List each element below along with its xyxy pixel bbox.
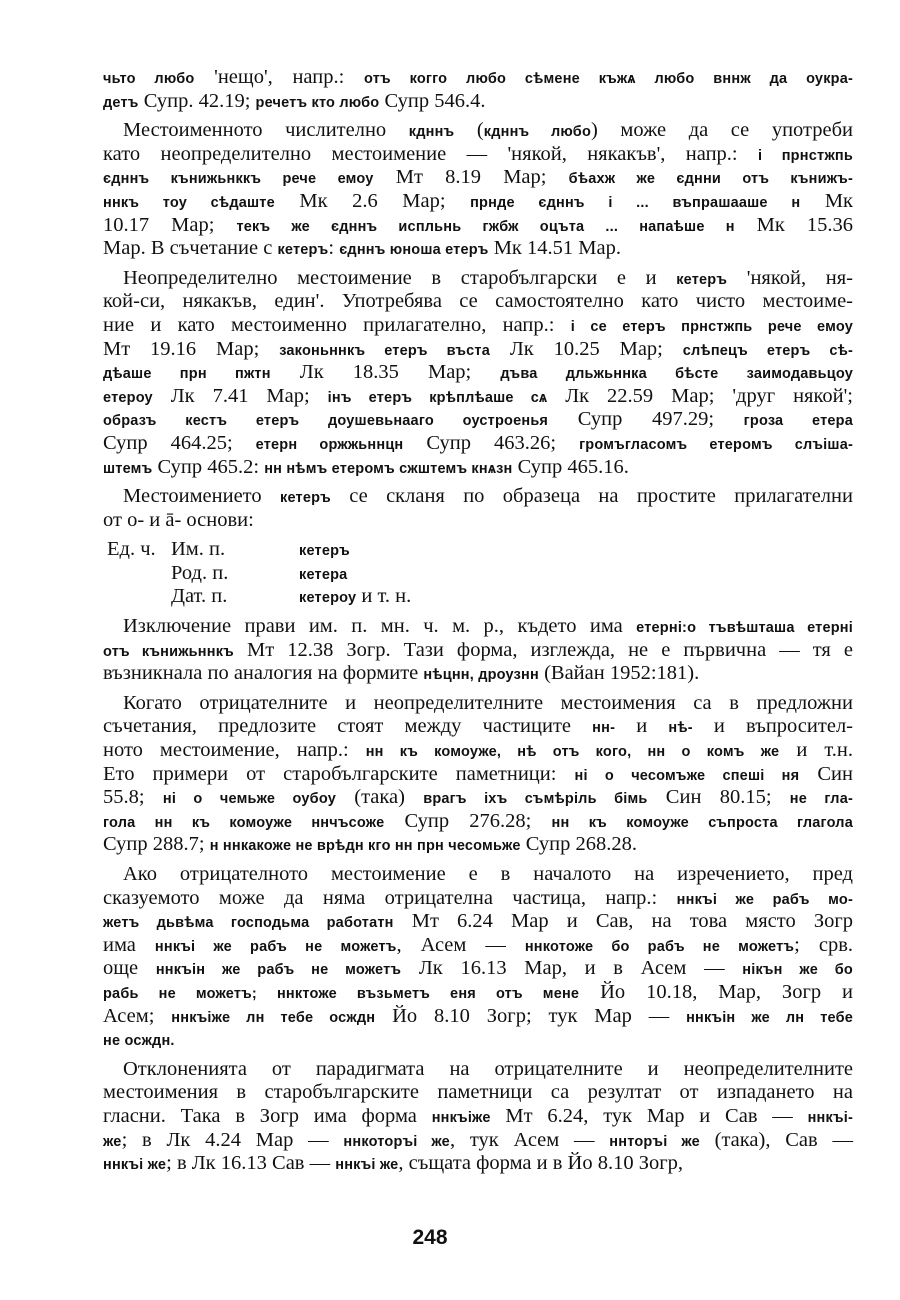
text-line: [103, 432, 853, 456]
old-bulgarian-quote: чьто любо: [103, 71, 195, 87]
text-line: [103, 314, 853, 338]
text-run: 'някой, ня-: [727, 266, 853, 289]
paragraph: [103, 66, 853, 113]
text-run: гласни. Така в Зогр има форма: [103, 1104, 432, 1127]
text-run: 'нещо', напр.:: [194, 66, 364, 88]
old-bulgarian-quote: ннкъіже: [431, 1109, 491, 1126]
text-line: [103, 119, 853, 143]
text-run: 55.8;: [103, 786, 163, 809]
text-run: Лк 18.35 Мар;: [270, 361, 501, 384]
note: и т. н.: [356, 585, 412, 608]
text-block-2: [103, 615, 853, 1176]
text-line: [103, 290, 853, 314]
case-label: Дат. п.: [171, 585, 228, 608]
text-run: Лк 7.41 Мар;: [152, 384, 328, 407]
text-line: [103, 1081, 853, 1105]
text-run: Супр 465.2:: [152, 455, 265, 478]
text-line: [103, 957, 853, 981]
text-run: Лк 10.25 Мар;: [490, 337, 683, 360]
case-label: Род. п.: [171, 561, 229, 584]
old-bulgarian-quote: нѣцнн, дроузнн: [423, 667, 539, 684]
text-run: 10.17 Мар;: [103, 213, 237, 236]
text-run: Мк 14.51 Мар.: [488, 237, 621, 260]
text-run: сказуемото може да няма отрицателна частица, напр.:: [103, 886, 677, 909]
old-bulgarian-quote: етероу: [103, 389, 153, 406]
old-bulgarian-quote: нн къ комоуже съпроста глагола: [551, 814, 853, 831]
text-line: [103, 810, 853, 834]
text-run: Супр 276.28;: [384, 809, 552, 832]
text-run: Мт 8.19 Мар;: [373, 166, 569, 189]
old-bulgarian-quote: ннкъіже лн тебе осждн: [171, 1009, 376, 1026]
text-run: ; срв.: [794, 933, 853, 956]
old-bulgarian-quote: і прнстжпь: [758, 147, 853, 164]
text-run: (така): [335, 786, 424, 809]
text-run: Отклоненията от парадигмата на отрицателните и неопределителните: [123, 1057, 853, 1080]
old-bulgarian-quote: гроза етера: [743, 413, 853, 430]
text-run: Неопределително местоимение в старобългарски е и: [123, 266, 677, 289]
page-body: [103, 60, 853, 1176]
old-bulgarian-quote: детъ: [103, 94, 139, 111]
text-run: Мт 6.24 Мар и Сав, на това място Зогр: [393, 910, 853, 933]
old-bulgarian-quote: ні о чемьже оубоу: [162, 791, 336, 808]
old-bulgarian-quote: кдннъ: [408, 124, 455, 141]
text-run: ; в Лк 4.24 Мар —: [121, 1128, 344, 1151]
old-bulgarian-quote: ннкъі же рабъ мо-: [676, 891, 854, 908]
text-line: [103, 662, 853, 686]
text-run: Супр 288.7;: [103, 833, 210, 856]
text-run: има: [103, 933, 155, 956]
old-bulgarian-quote: нн къ комоуже, нѣ отъ кого, нн о комъ же: [365, 744, 780, 761]
text-line: [103, 190, 853, 214]
text-line: [103, 739, 853, 763]
old-bulgarian-quote: текъ же єдннъ испльнь гжбж оцъта ... напаѣше н: [236, 218, 735, 235]
old-bulgarian-quote: нѣ-: [668, 720, 693, 737]
text-run: от о- и ā- основи:: [103, 508, 254, 531]
text-line: [103, 934, 853, 958]
text-line: [103, 385, 853, 409]
form: кетера: [299, 566, 348, 583]
number-label: Ед. ч.: [107, 538, 156, 561]
old-bulgarian-quote: бѣахж же єднни отъ кънижъ-: [568, 171, 853, 188]
case-label: Им. п.: [171, 538, 226, 561]
paragraph: [103, 119, 853, 261]
text-run: Супр 464.25;: [103, 431, 256, 454]
old-bulgarian-quote: ні о чесомъже спеші ня: [574, 767, 800, 784]
old-bulgarian-quote: гола нн къ комоуже ннчъсоже: [103, 814, 385, 831]
text-line: [103, 715, 853, 739]
text-line: [103, 1152, 853, 1176]
old-bulgarian-quote: отъ кънижьннкъ: [103, 643, 234, 660]
text-line: [103, 408, 853, 432]
old-bulgarian-quote: дъва дльжьннка бѣсте заимодавьцоу: [500, 366, 853, 383]
table-row: [103, 562, 853, 586]
text-run: Когато отрицателните и неопределителните местоимения са в предложни: [123, 691, 853, 714]
old-bulgarian-quote: образъ кестъ етеръ доушевьнааго оустроенья: [103, 413, 549, 430]
text-block-1: [103, 66, 853, 532]
text-line: [103, 485, 853, 509]
text-run: местоимения в старобългарските паметници са резултат от изпадането на: [103, 1081, 853, 1104]
text-run: Мт 19.16 Мар;: [103, 337, 280, 360]
old-bulgarian-quote: штемъ: [103, 460, 153, 477]
form: кетеръ: [299, 543, 350, 560]
page-number: 248: [412, 1226, 448, 1249]
text-run: (така), Сав —: [699, 1128, 853, 1151]
text-run: Супр 463.26;: [403, 431, 580, 454]
text-run: Мт 12.38 Зогр. Тази форма, изглежда, не е първична — тя е: [233, 638, 853, 661]
text-run: Мк 2.6 Мар;: [274, 189, 471, 212]
text-run: Син 80.15;: [647, 786, 790, 809]
text-run: Йо 8.10 Зогр; тук Мар —: [375, 1004, 687, 1027]
old-bulgarian-quote: ннкъ тоу сѣдаште: [103, 194, 275, 211]
text-run: ното местоимение, напр.:: [103, 739, 366, 762]
old-bulgarian-quote: рабь не можетъ; ннктоже възьметъ еня отъ мене: [103, 985, 580, 1002]
old-bulgarian-quote: же: [103, 1133, 122, 1150]
text-run: възникнала по аналогия на формите: [103, 662, 424, 685]
text-line: [103, 509, 853, 533]
old-bulgarian-quote: н ннкакоже не врѣдн кго нн прн чесомьже: [209, 838, 521, 855]
paragraph: [103, 485, 853, 532]
old-bulgarian-quote: ннкъі-: [807, 1109, 853, 1126]
text-run: Лк 22.59 Мар; 'друг някой';: [547, 384, 854, 407]
old-bulgarian-quote: нн-: [592, 720, 616, 737]
text-line: [103, 66, 853, 90]
old-bulgarian-quote: етерні:о тъвѣшташа етерні: [636, 620, 853, 637]
old-bulgarian-quote: ннкъін же лн тебе: [686, 1009, 854, 1026]
old-bulgarian-quote: і се етеръ прнстжпь рече емоу: [570, 318, 853, 335]
old-bulgarian-quote: кетеръ: [676, 271, 728, 288]
text-line: [103, 214, 853, 238]
text-run: Супр 546.4.: [379, 89, 486, 112]
paragraph: [103, 615, 853, 686]
old-bulgarian-quote: кдннъ любо: [483, 124, 591, 141]
text-line: [103, 267, 853, 291]
text-run: като неопределително местоимение — 'някой, някакъв', напр.:: [103, 142, 759, 165]
old-bulgarian-quote: дѣаше прн пжтн: [103, 366, 271, 383]
text-line: [103, 456, 853, 480]
text-run: Мк: [800, 189, 854, 212]
old-bulgarian-quote: єдннъ юноша етеръ: [339, 242, 489, 259]
old-bulgarian-quote: ннкъін же рабъ не можетъ: [155, 962, 402, 979]
old-bulgarian-quote: ннкъі же: [335, 1157, 399, 1174]
text-run: Мк 15.36: [734, 213, 854, 236]
old-bulgarian-quote: кетеръ: [277, 242, 329, 259]
text-run: Супр 465.16.: [512, 455, 629, 478]
text-line: [103, 639, 853, 663]
text-line: [103, 763, 853, 787]
form: кетероу: [299, 590, 357, 607]
text-line: [103, 1005, 853, 1029]
text-line: [103, 692, 853, 716]
text-line: [103, 1028, 853, 1052]
old-bulgarian-quote: ннторъі же: [609, 1133, 700, 1150]
old-bulgarian-quote: нікън же бо: [742, 962, 853, 979]
old-bulgarian-quote: не осждн.: [103, 1033, 175, 1050]
table-row: [103, 538, 853, 562]
text-line: [103, 1105, 853, 1129]
text-run: ; в Лк 16.13 Сав —: [166, 1152, 336, 1175]
paragraph: [103, 692, 853, 857]
old-bulgarian-quote: законьннкъ етеръ въста: [279, 342, 490, 359]
old-bulgarian-quote: слѣпецъ етеръ сѣ-: [682, 342, 854, 359]
text-run: ) може да се употреби: [591, 119, 853, 142]
old-bulgarian-quote: отъ когго любо сѣмене къжѧ любо вннж да оукра-: [364, 71, 854, 87]
old-bulgarian-quote: речетъ кто любо: [255, 94, 380, 111]
text-run: Асем;: [103, 1004, 172, 1027]
text-run: още: [103, 957, 156, 980]
old-bulgarian-quote: жетъ дьвѣма господьма работатн: [103, 915, 394, 932]
old-bulgarian-quote: єдннъ кънижьнккъ рече емоу: [103, 171, 374, 188]
paragraph: [103, 1058, 853, 1176]
text-line: [103, 786, 853, 810]
text-run: (: [454, 119, 484, 142]
text-run: се скланя по образеца на простите прилагателни: [330, 485, 853, 508]
text-run: Ето примери от старобългарските паметници:: [103, 762, 575, 785]
text-line: [103, 361, 853, 385]
old-bulgarian-quote: громъгласомъ етеромъ слъіша-: [579, 436, 853, 453]
text-line: [103, 887, 853, 911]
text-line: [103, 237, 853, 261]
old-bulgarian-quote: врагъ іхъ съмѣріль бімь: [423, 791, 648, 808]
old-bulgarian-quote: кетеръ: [279, 490, 331, 507]
text-run: Супр. 42.19;: [138, 89, 256, 112]
old-bulgarian-quote: ннкоторъі же: [343, 1133, 450, 1150]
text-run: (Вайан 1952:181).: [538, 662, 700, 685]
text-line: [103, 143, 853, 167]
text-line: [103, 863, 853, 887]
text-run: кой-си, някакъв, един'. Употребява се самостоятелно като чисто местоиме-: [103, 290, 853, 313]
old-bulgarian-quote: інъ етеръ крѣплѣаше сѧ: [327, 389, 548, 406]
text-run: Мт 6.24, тук Мар и Сав —: [490, 1104, 808, 1127]
text-run: съчетания, предлозите стоят между частиците: [103, 715, 593, 738]
old-bulgarian-quote: етерн оржжьннцн: [255, 436, 404, 453]
text-line: [103, 1058, 853, 1082]
text-run: , същата форма и в Йо 8.10 Зогр,: [398, 1152, 684, 1175]
text-run: Местоименното числително: [123, 119, 409, 142]
text-run: Ако отрицателното местоимение е в началото на изречението, пред: [123, 863, 853, 885]
text-run: и т.н.: [779, 739, 853, 762]
old-bulgarian-quote: не гла-: [789, 791, 853, 808]
text-line: [103, 166, 853, 190]
paragraph: [103, 267, 853, 479]
text-line: [103, 1129, 853, 1153]
paragraph: [103, 863, 853, 1052]
text-line: [103, 910, 853, 934]
text-run: Супр 268.28.: [520, 833, 638, 856]
text-line: [103, 615, 853, 639]
text-run: Лк 16.13 Мар, и в Асем —: [401, 957, 743, 980]
old-bulgarian-quote: прнде єдннъ і ... въпрашааше н: [470, 194, 801, 211]
table-row: [103, 585, 853, 609]
text-run: Йо 10.18, Мар, Зогр и: [579, 980, 854, 1003]
old-bulgarian-quote: нн нѣмъ етеромъ сжштемъ кнѧзн: [264, 460, 513, 477]
text-run: ние и като местоименно прилагателно, напр.:: [103, 313, 571, 336]
text-line: [103, 981, 853, 1005]
text-run: Мар. В съчетание с: [103, 237, 278, 260]
text-run: Изключение прави им. п. мн. ч. м. р., където има: [123, 615, 637, 638]
old-bulgarian-quote: ннкотоже бо рабъ не можетъ: [524, 938, 795, 955]
old-bulgarian-quote: ннкъі же: [103, 1157, 167, 1174]
text-run: Син: [799, 762, 853, 785]
declension-table: [103, 538, 853, 609]
text-run: Местоимението: [123, 485, 280, 508]
text-run: и: [615, 715, 669, 738]
text-run: , Асем —: [396, 933, 525, 956]
text-run: Супр 497.29;: [548, 408, 744, 431]
text-run: и въпросител-: [692, 715, 853, 738]
text-line: [103, 90, 853, 114]
text-run: :: [328, 237, 340, 260]
text-run: , тук Асем —: [449, 1128, 610, 1151]
old-bulgarian-quote: ннкъі же рабъ не можетъ: [154, 938, 397, 955]
text-line: [103, 338, 853, 362]
text-line: [103, 833, 853, 857]
